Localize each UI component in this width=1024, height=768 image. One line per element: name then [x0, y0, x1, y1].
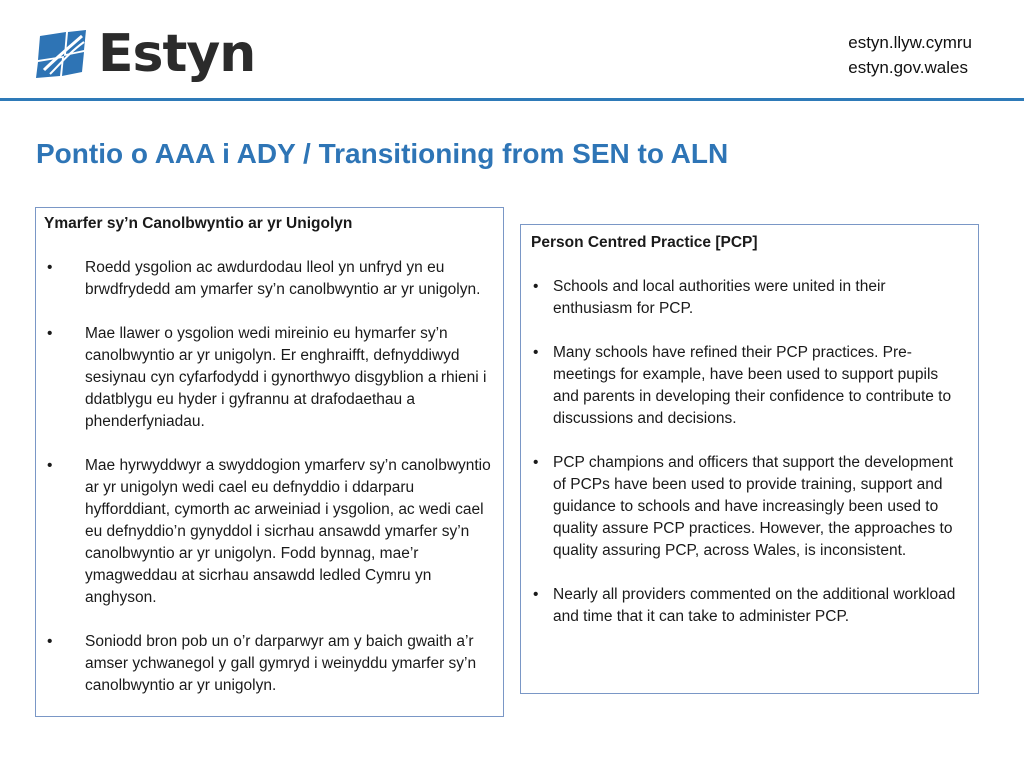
bullet-icon: •: [47, 633, 53, 650]
estyn-logo-mark-icon: [36, 30, 88, 78]
list-item-text: Many schools have refined their PCP practices. Pre-meetings for example, have been used to support pupils and parents in developing their confidence to contribute to discussions and decisions.: [553, 344, 952, 427]
welsh-bullet-list: [44, 257, 495, 697]
bullet-icon: •: [533, 586, 539, 603]
bullet-icon: •: [533, 344, 539, 361]
list-item: [44, 631, 495, 697]
list-item-text: Roedd ysgolion ac awdurdodau lleol yn unfryd yn eu brwdfrydedd am ymarfer sy’n canolbwyntio ar yr unigolyn.: [85, 259, 481, 298]
link-english-site[interactable]: estyn.gov.wales: [848, 58, 968, 77]
list-item: [44, 257, 495, 301]
bullet-icon: •: [533, 278, 539, 295]
link-welsh-site[interactable]: estyn.llyw.cymru: [848, 33, 972, 52]
list-item: [531, 342, 968, 430]
header-divider: [0, 98, 1024, 101]
welsh-text-box: [35, 207, 504, 717]
english-text-box: [520, 224, 979, 694]
logo-wordmark: Estyn: [98, 24, 256, 84]
english-bullet-list: [531, 276, 968, 628]
list-item-text: Mae hyrwyddwyr a swyddogion ymarferv sy’n canolbwyntio ar yr unigolyn wedi cael eu defnyddio i ddarparu hyfforddiant, cymorth ac arweiniad i ysgolion, ac wedi cael eu defnyddio’n gynyddol i sicrhau ansawdd ymarfer sy’n canolbwyntio ar yr unigolyn. Fodd bynnag, mae’r ymagweddau at sicrhau ansawdd ledled Cymru yn anghyson.: [85, 457, 491, 606]
bullet-icon: •: [47, 325, 53, 342]
welsh-box-heading: Ymarfer sy’n Canolbwyntio ar yr Unigolyn: [44, 215, 353, 232]
list-item: [531, 452, 968, 562]
list-item-text: Mae llawer o ysgolion wedi mireinio eu hymarfer sy’n canolbwyntio ar yr unigolyn. Er enghraifft, defnyddiwyd sesiynau cyn cyfarfodydd i gynorthwyo disgyblion a rhieni i ddatblygu eu hyder i gyfrannu at drafodaethau a phenderfyniadau.: [85, 325, 487, 430]
list-item: [44, 455, 495, 609]
site-links: [848, 30, 972, 80]
bullet-icon: •: [47, 457, 53, 474]
list-item: [44, 323, 495, 433]
list-item: [531, 276, 968, 320]
list-item-text: Schools and local authorities were united in their enthusiasm for PCP.: [553, 278, 886, 317]
estyn-logo[interactable]: [36, 22, 255, 86]
english-box-heading: Person Centred Practice [PCP]: [531, 234, 758, 251]
bullet-icon: •: [533, 454, 539, 471]
list-item-text: PCP champions and officers that support the development of PCPs have been used to provide training, support and guidance to schools and have increasingly been used to quality assure PCP practices. However, the approaches to quality assuring PCP, across Wales, is inconsistent.: [553, 454, 954, 559]
page-title: Pontio o AAA i ADY / Transitioning from SEN to ALN: [36, 138, 729, 169]
list-item-text: Soniodd bron pob un o’r darparwyr am y baich gwaith a’r amser ychwanegol y gall gymryd i weinyddu ymarfer sy’n canolbwyntio ar yr unigolyn.: [85, 633, 477, 694]
bullet-icon: •: [47, 259, 53, 276]
list-item: [531, 584, 968, 628]
list-item-text: Nearly all providers commented on the additional workload and time that it can take to administer PCP.: [553, 586, 956, 625]
